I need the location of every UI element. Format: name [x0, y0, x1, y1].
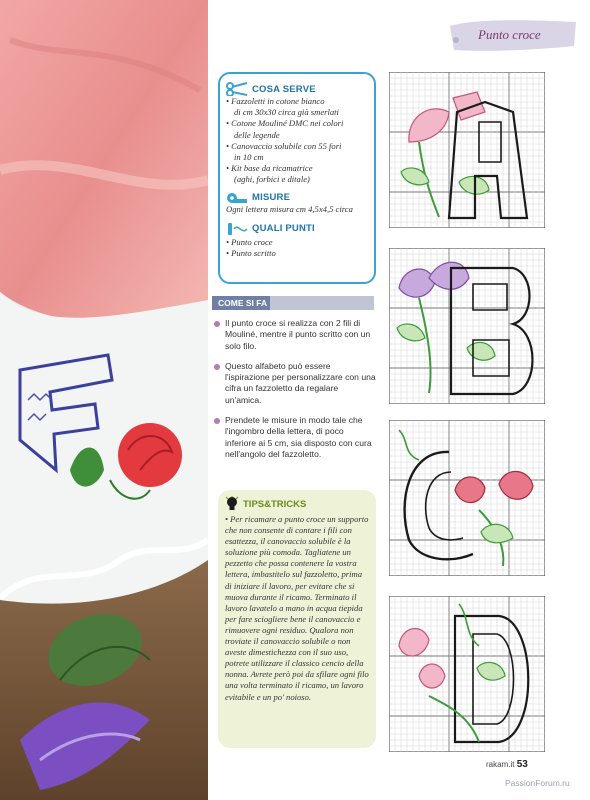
watermark: PassionForum.ru [505, 778, 570, 788]
photo-embroidered-handkerchief [0, 0, 208, 800]
photo-illustration [0, 0, 208, 800]
materials-title: COSA SERVE [252, 83, 316, 95]
materials-box [218, 72, 376, 284]
page-footer [486, 759, 528, 770]
lightbulb-icon [225, 496, 239, 512]
section-tag-label: Punto croce [478, 27, 541, 42]
list-item: • Kit base da ricamatrice (aghi, forbici e ditale) [226, 163, 368, 185]
cross-stitch-chart-letter-c [389, 420, 545, 576]
footer-site: rakam.it [486, 760, 515, 769]
tape-measure-icon [226, 192, 248, 204]
tips-box [218, 490, 376, 748]
tips-text: • Per ricamare a punto croce un supporto che non consente di contare i fili con esattezza, il canovaccio solubile è la soluzione più comoda. Tagliatene un pezzetto che possa contenere la vostra lettera, imbastitelo sul fazzoletto, prima di iniziare il lavoro, per evitare che si muova durante il ricamo. Terminato il lavoro lavatelo a mano in acqua tiepida per fare sciogliere bene il canovaccio e rimuovere ogni residuo. Qualora non troviate il canovaccio solubile o non aveste dimestichezza con il suo uso, potrete utilizzare il classico cencio della nonna. Avrete però poi da sfilare ogni filo una volta terminato il ricamo, un lavoro evitabile e un po' noioso. [225, 514, 369, 702]
how-to-header [212, 296, 374, 310]
page-number: 53 [516, 759, 528, 770]
list-item: • Fazzoletti in cotone bianco di cm 30x30 circa già smerlati [226, 96, 368, 118]
step-paragraph: Prendete le misure in modo tale che l'ingombro della lettera, di poco inferiore ai 5 cm, sia disposto con cura nell'angolo del fazzoletto. [214, 415, 376, 460]
list-item: • Canovaccio solubile con 55 fori in 10 cm [226, 141, 368, 163]
cross-stitch-chart-letter-b [389, 248, 545, 404]
tips-title-row [225, 496, 369, 512]
scissors-icon [226, 82, 248, 96]
materials-list [226, 96, 368, 186]
list-item: • Punto croce [226, 237, 368, 248]
how-to-steps [214, 318, 376, 469]
materials-title-row [226, 82, 368, 96]
tips-title: TIPS&TRICKS [243, 498, 307, 510]
needle-icon [226, 221, 248, 237]
measures-text: Ogni lettera misura cm 4,5x4,5 circa [226, 203, 353, 214]
step-paragraph: Il punto croce si realizza con 2 fili di Mouliné, mentre il punto scritto con un solo filo. [214, 318, 376, 352]
stitches-title-row [226, 221, 368, 237]
step-paragraph: Questo alfabeto può essere l'ispirazione per personalizzare con una cifra un fazzoletto da regalare un'amica. [214, 361, 376, 406]
stitches-list [226, 237, 368, 259]
how-to-title: COME SI FA [212, 296, 270, 310]
cross-stitch-chart-letter-a [389, 72, 545, 228]
measures-title: MISURE [252, 192, 291, 204]
chart-flower [419, 664, 445, 688]
stitches-title: QUALI PUNTI [252, 223, 315, 235]
cross-stitch-chart-letter-d [389, 596, 545, 752]
measures-title-row [226, 192, 368, 204]
list-item: • Punto scritto [226, 248, 368, 259]
list-item: • Cotone Mouliné DMC nei colori delle legende [226, 118, 368, 140]
